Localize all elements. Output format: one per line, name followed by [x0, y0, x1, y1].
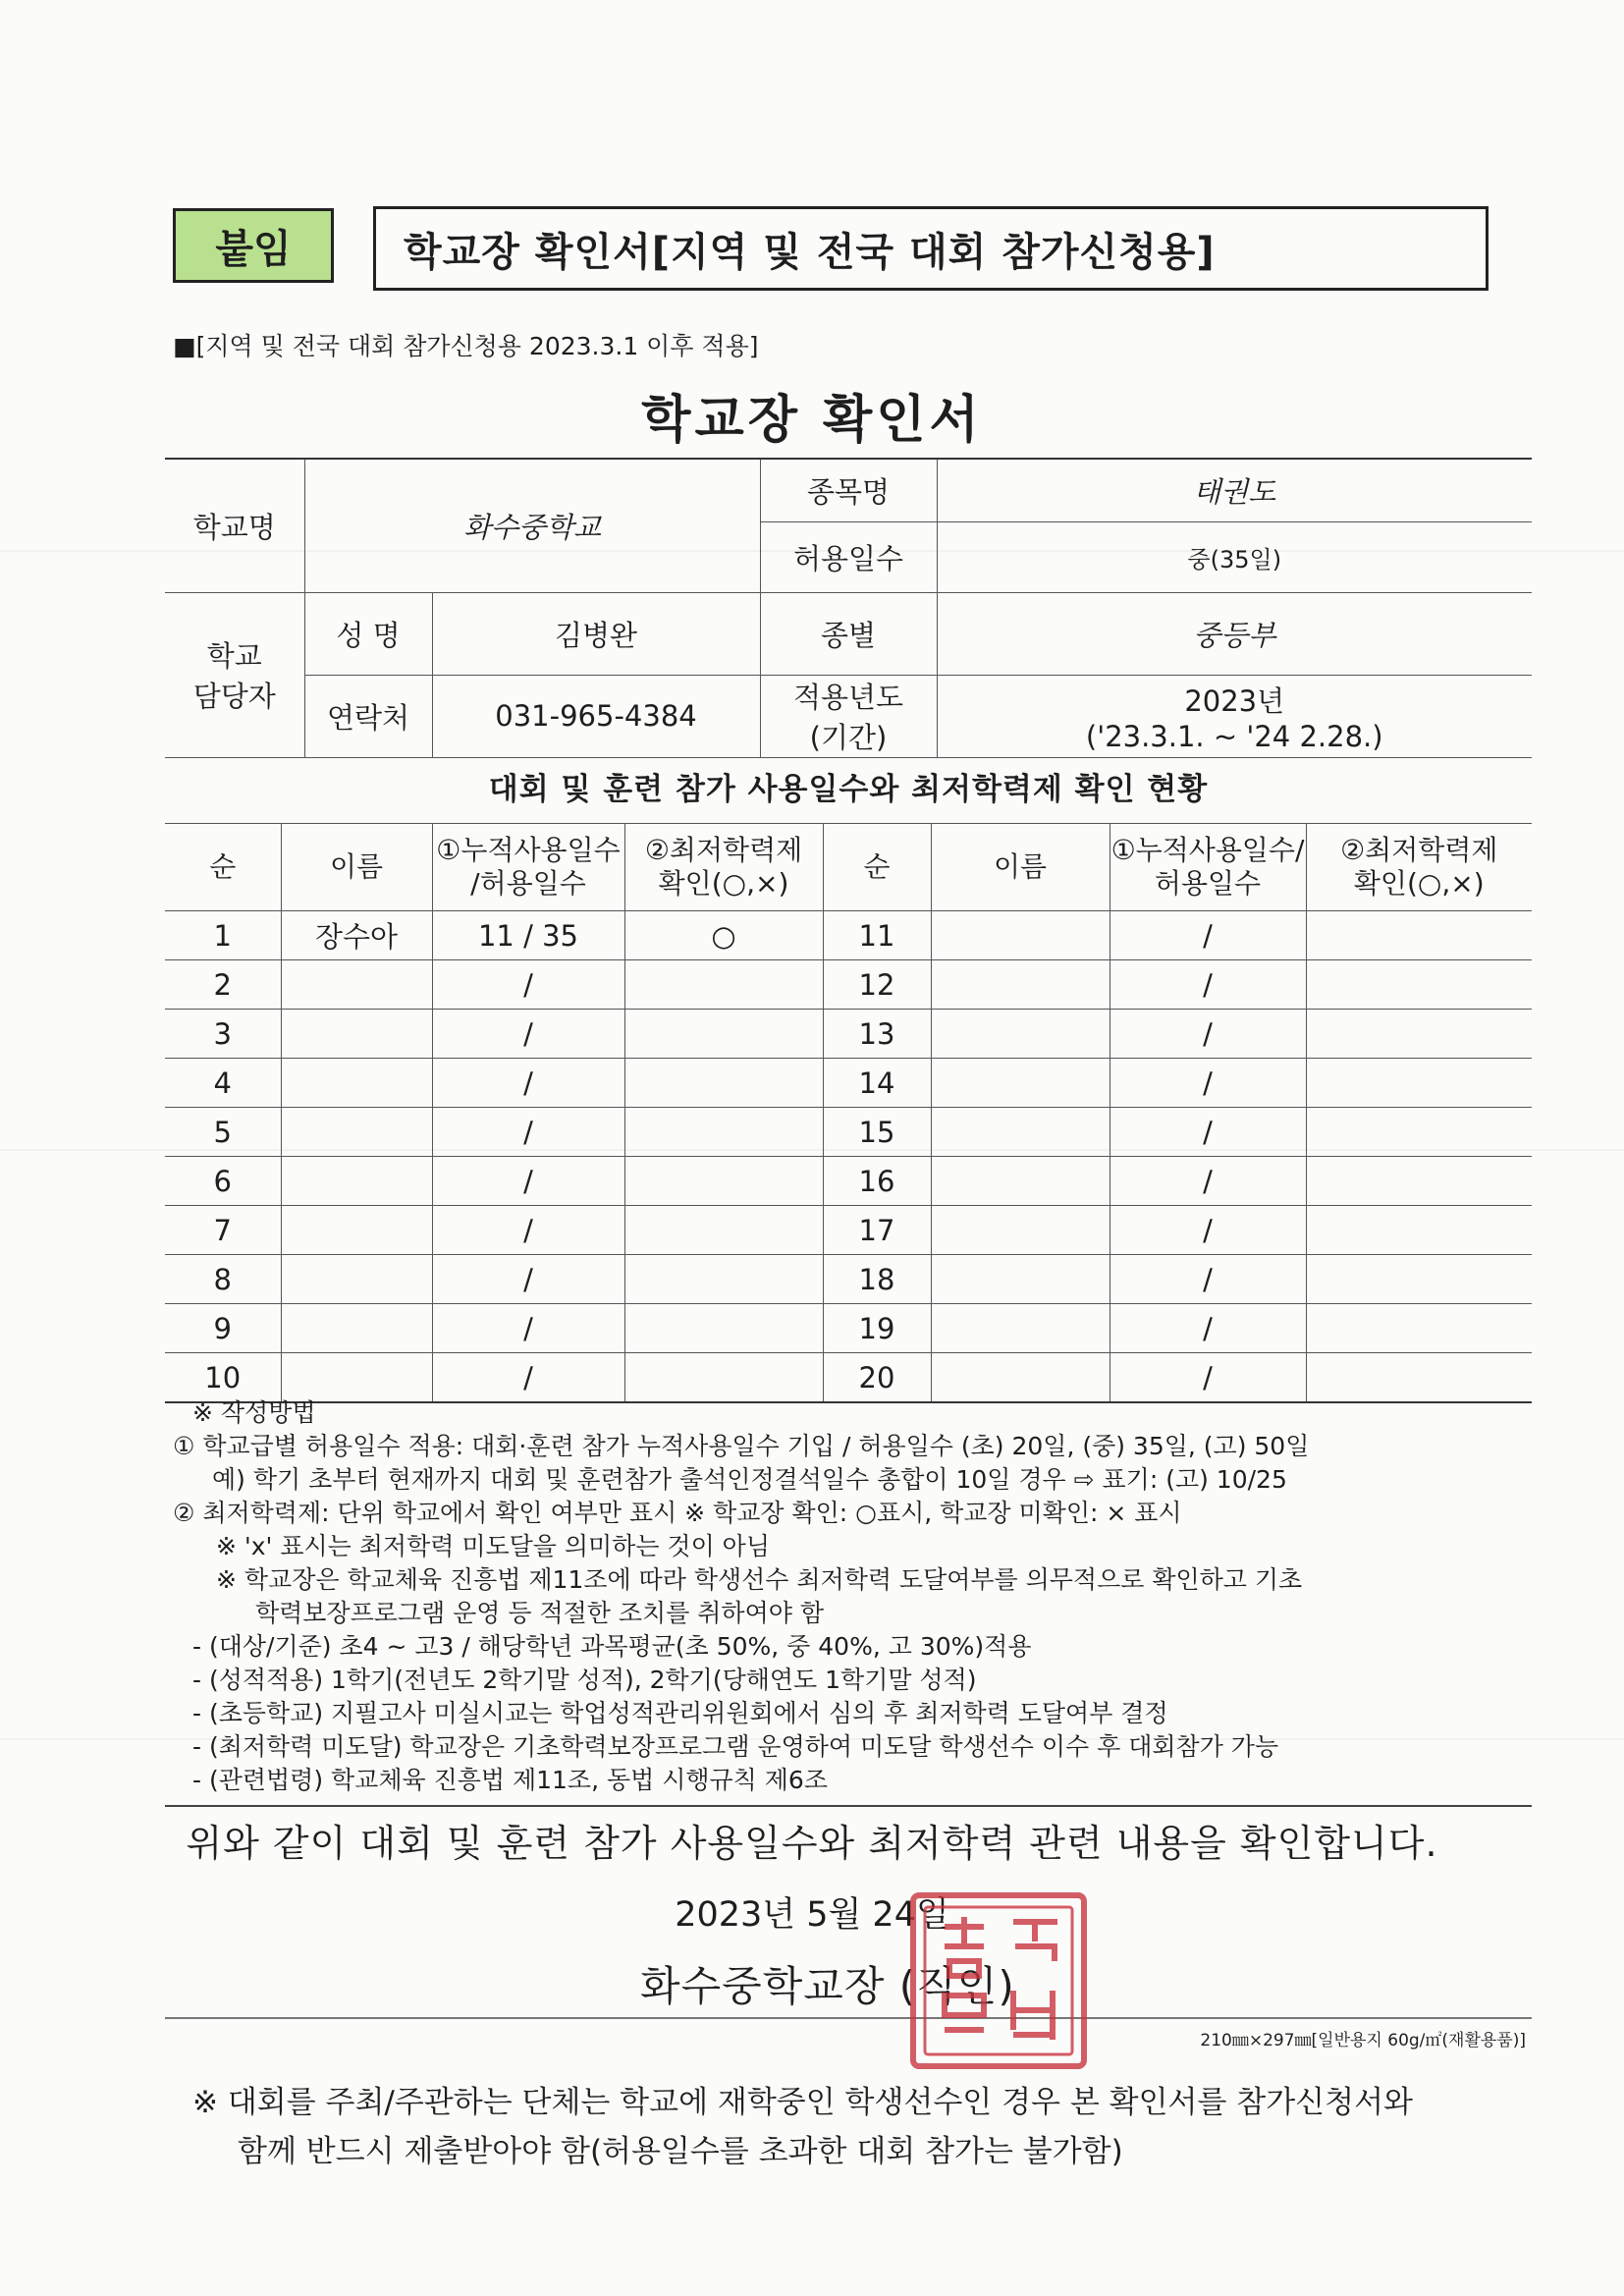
col-check-right-line1: ②최저학력제 — [1340, 834, 1498, 866]
row-no-right: 16 — [823, 1157, 931, 1206]
row-name-right — [931, 960, 1110, 1010]
table-row — [165, 911, 1532, 960]
name-value: 김병완 — [432, 592, 760, 675]
row-name-right — [931, 1010, 1110, 1059]
row-no: 9 — [165, 1304, 281, 1353]
instruction-4: ※ 학교장은 학교체육 진흥법 제11조에 따라 학생선수 최저학력 도달여부를 의무적으로 확인하고 기초 — [216, 1565, 1303, 1594]
table-row — [165, 960, 1532, 1010]
row-name — [281, 1108, 432, 1157]
attachment-badge: 붙임 — [173, 208, 334, 283]
row-days-right: / — [1110, 1059, 1306, 1108]
row-days-right: / — [1110, 960, 1306, 1010]
col-name: 이름 — [281, 824, 432, 911]
year-label — [760, 675, 937, 757]
col-name-right: 이름 — [931, 824, 1110, 911]
school-name-label: 학교명 — [165, 459, 304, 592]
row-no: 4 — [165, 1059, 281, 1108]
row-days-right: / — [1110, 911, 1306, 960]
row-check-right — [1306, 911, 1532, 960]
school-name-value: 화수중학교 — [304, 459, 760, 592]
row-no-right: 18 — [823, 1255, 931, 1304]
year-label-line1: 적용년도 — [792, 681, 904, 714]
instruction-4b: 학력보장프로그램 운영 등 적절한 조치를 취하여야 함 — [255, 1599, 824, 1627]
table-row — [165, 1304, 1532, 1353]
allowed-days-value: 중(35일) — [937, 521, 1532, 592]
row-no: 7 — [165, 1206, 281, 1255]
table-row — [165, 1157, 1532, 1206]
detail-3: - (초등학교) 지필고사 미실시교는 학업성적관리위원회에서 심의 후 최저학력 도달여부 결정 — [192, 1699, 1168, 1727]
row-days-right: / — [1110, 1353, 1306, 1403]
row-check: ○ — [624, 911, 823, 960]
col-days-right-line1: ①누적사용일수/ — [1110, 834, 1305, 866]
row-no-right: 19 — [823, 1304, 931, 1353]
row-name-right — [931, 1108, 1110, 1157]
paper-spec: 210㎜×297㎜[일반용지 60g/㎡(재활용품)] — [1200, 2031, 1526, 2050]
detail-5: - (관련법령) 학교체육 진흥법 제11조, 동법 시행규칙 제6조 — [192, 1766, 828, 1794]
manager-label-line1: 학교 — [206, 639, 262, 673]
row-check-right — [1306, 1108, 1532, 1157]
row-check-right — [1306, 1206, 1532, 1255]
instruction-3: ※ 'x' 표시는 최저학력 미도달을 의미하는 것이 아님 — [216, 1532, 770, 1560]
allowed-days-label: 허용일수 — [760, 521, 937, 592]
row-check — [624, 1304, 823, 1353]
row-check — [624, 960, 823, 1010]
col-check-line2: 확인(○,×) — [658, 867, 789, 900]
col-no: 순 — [165, 824, 281, 911]
row-name: 장수아 — [281, 911, 432, 960]
row-name-right — [931, 1353, 1110, 1403]
instruction-1: ① 학교급별 허용일수 적용: 대회·훈련 참가 누적사용일수 기입 / 허용일수 (초) 20일, (중) 35일, (고) 50일 — [173, 1432, 1310, 1460]
row-check — [624, 1157, 823, 1206]
apply-note: ■[지역 및 전국 대회 참가신청용 2023.3.1 이후 적용] — [173, 332, 759, 360]
row-days: / — [432, 1010, 624, 1059]
row-days: / — [432, 1353, 624, 1403]
row-days: / — [432, 1304, 624, 1353]
issue-date: 2023년 5월 24일 — [675, 1895, 949, 1935]
table-row — [165, 1108, 1532, 1157]
row-check — [624, 1255, 823, 1304]
name-label: 성 명 — [304, 592, 432, 675]
row-no: 2 — [165, 960, 281, 1010]
row-name — [281, 1157, 432, 1206]
divider — [165, 1805, 1532, 1807]
row-check — [624, 1010, 823, 1059]
submission-notice-line1: ※ 대회를 주최/주관하는 단체는 학교에 재학중인 학생선수인 경우 본 확인서를 참가신청서와 — [192, 2085, 1413, 2120]
row-no-right: 14 — [823, 1059, 931, 1108]
year-value — [937, 675, 1532, 757]
manager-label-line2: 담당자 — [192, 680, 276, 713]
document-title-box: 학교장 확인서[지역 및 전국 대회 참가신청용] — [373, 206, 1489, 291]
col-no-right: 순 — [823, 824, 931, 911]
row-name-right — [931, 1157, 1110, 1206]
detail-4: - (최저학력 미도달) 학교장은 기초학력보장프로그램 운영하여 미도달 학생선수 이수 후 대회참가 가능 — [192, 1732, 1279, 1761]
row-days-right: / — [1110, 1206, 1306, 1255]
row-no-right: 13 — [823, 1010, 931, 1059]
year-value-line2: ('23.3.1. ~ '24 2.28.) — [1085, 719, 1383, 753]
instruction-2: ② 최저학력제: 단위 학교에서 확인 여부만 표시 ※ 학교장 확인: ○표시, 학교장 미확인: × 표시 — [173, 1499, 1182, 1527]
confirmation-statement: 위와 같이 대회 및 훈련 참가 사용일수와 최저학력 관련 내용을 확인합니다. — [186, 1822, 1438, 1865]
instruction-1b: 예) 학기 초부터 현재까지 대회 및 훈련참가 출석인정결석일수 총합이 10일 경우 ⇨ 표기: (고) 10/25 — [212, 1465, 1287, 1494]
row-days: / — [432, 1059, 624, 1108]
col-days-line1: ①누적사용일수 — [436, 834, 621, 866]
col-check — [624, 824, 823, 911]
row-no-right: 11 — [823, 911, 931, 960]
row-no: 5 — [165, 1108, 281, 1157]
row-name-right — [931, 1304, 1110, 1353]
table-row — [165, 1353, 1532, 1403]
instructions — [173, 1396, 1538, 1797]
row-check-right — [1306, 1255, 1532, 1304]
row-check-right — [1306, 1157, 1532, 1206]
row-name-right — [931, 1059, 1110, 1108]
submission-notice — [192, 2078, 1413, 2176]
row-name — [281, 1206, 432, 1255]
row-days: / — [432, 1255, 624, 1304]
row-days: / — [432, 1206, 624, 1255]
row-name — [281, 1304, 432, 1353]
row-check — [624, 1108, 823, 1157]
row-name-right — [931, 1255, 1110, 1304]
row-name — [281, 1353, 432, 1403]
col-check-right — [1306, 824, 1532, 911]
row-check-right — [1306, 1353, 1532, 1403]
col-check-line1: ②최저학력제 — [644, 834, 803, 866]
row-name — [281, 960, 432, 1010]
row-no-right: 15 — [823, 1108, 931, 1157]
divider — [165, 2017, 1532, 2019]
principal-signature: 화수중학교장 (직인) — [640, 1962, 1015, 2010]
row-no: 1 — [165, 911, 281, 960]
year-label-line2: (기간) — [809, 721, 888, 754]
row-days-right: / — [1110, 1157, 1306, 1206]
contact-value: 031-965-4384 — [432, 675, 760, 757]
col-days-line2: /허용일수 — [470, 867, 586, 900]
table-row — [165, 1010, 1532, 1059]
table-row — [165, 1255, 1532, 1304]
row-check-right — [1306, 1059, 1532, 1108]
row-check — [624, 1059, 823, 1108]
row-days: / — [432, 960, 624, 1010]
school-info-table — [165, 458, 1532, 758]
detail-1: - (대상/기준) 초4 ~ 고3 / 해당학년 과목평균(초 50%, 중 40%, 고 30%)적용 — [192, 1632, 1032, 1661]
row-check — [624, 1206, 823, 1255]
row-name — [281, 1059, 432, 1108]
row-days: / — [432, 1108, 624, 1157]
row-name-right — [931, 1206, 1110, 1255]
event-label: 종목명 — [760, 459, 937, 521]
row-name — [281, 1010, 432, 1059]
row-no: 10 — [165, 1353, 281, 1403]
event-value: 태권도 — [937, 459, 1532, 521]
row-check-right — [1306, 1304, 1532, 1353]
col-days-right-line2: 허용일수 — [1154, 867, 1262, 900]
kind-label: 종별 — [760, 592, 937, 675]
row-check-right — [1306, 960, 1532, 1010]
col-check-right-line2: 확인(○,×) — [1353, 867, 1485, 900]
detail-2: - (성적적용) 1학기(전년도 2학기말 성적), 2학기(당해연도 1학기말 성적) — [192, 1666, 977, 1694]
table-row — [165, 1059, 1532, 1108]
row-check-right — [1306, 1010, 1532, 1059]
kind-value: 중등부 — [937, 592, 1532, 675]
row-check — [624, 1353, 823, 1403]
list-title: 대회 및 훈련 참가 사용일수와 최저학력제 확인 현황 — [488, 772, 1209, 807]
row-no: 6 — [165, 1157, 281, 1206]
row-no-right: 12 — [823, 960, 931, 1010]
table-row — [165, 1206, 1532, 1255]
year-value-line1: 2023년 — [1184, 683, 1285, 718]
row-no: 8 — [165, 1255, 281, 1304]
row-days-right: / — [1110, 1010, 1306, 1059]
col-days — [432, 824, 624, 911]
contact-label: 연락처 — [304, 675, 432, 757]
row-days-right: / — [1110, 1108, 1306, 1157]
manager-label — [165, 592, 304, 757]
participation-table — [165, 823, 1532, 1403]
row-no-right: 20 — [823, 1353, 931, 1403]
official-seal-icon — [905, 1887, 1092, 2074]
row-days: / — [432, 1157, 624, 1206]
row-days-right: / — [1110, 1304, 1306, 1353]
row-no: 3 — [165, 1010, 281, 1059]
row-name — [281, 1255, 432, 1304]
page-title: 학교장 확인서 — [641, 391, 983, 450]
col-days-right — [1110, 824, 1306, 911]
submission-notice-line2: 함께 반드시 제출받아야 함(허용일수를 초과한 대회 참가는 불가함) — [238, 2134, 1123, 2169]
row-days-right: / — [1110, 1255, 1306, 1304]
row-name-right — [931, 911, 1110, 960]
row-no-right: 17 — [823, 1206, 931, 1255]
row-days: 11 / 35 — [432, 911, 624, 960]
instructions-heading: ※ 작성방법 — [192, 1398, 316, 1427]
